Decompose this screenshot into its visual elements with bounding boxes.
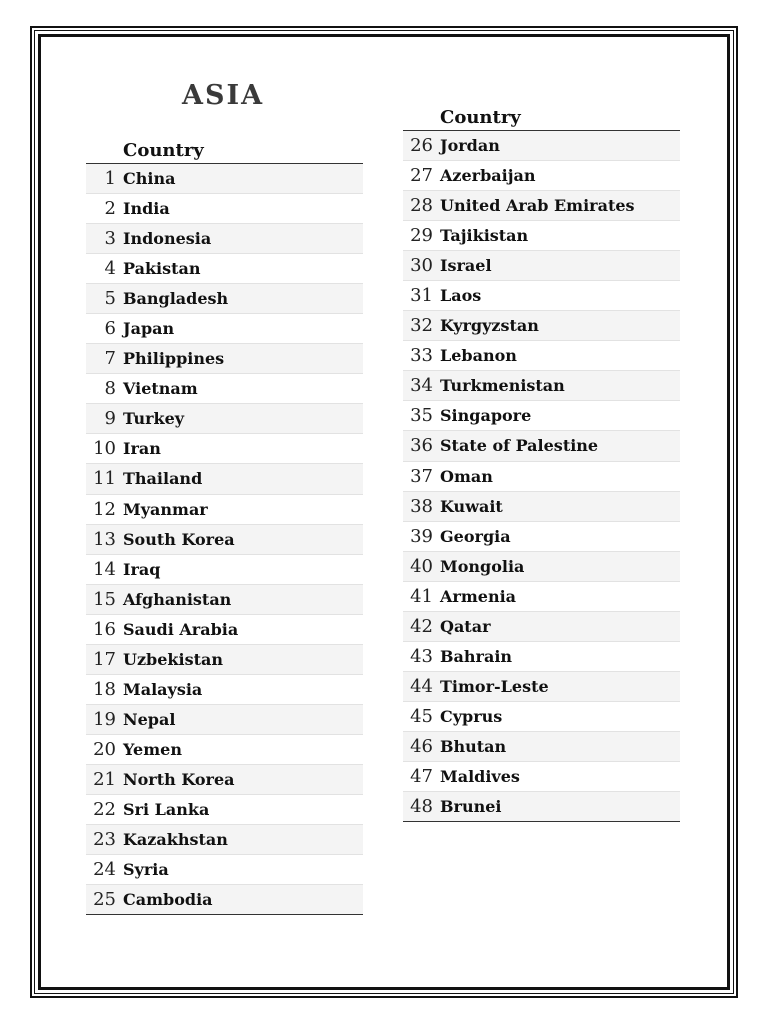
table-row: [403, 401, 680, 431]
row-number: 48: [410, 796, 433, 818]
row-number: 35: [410, 405, 433, 427]
country-name: Philippines: [123, 349, 225, 369]
table-row: [403, 462, 680, 492]
row-number: 18: [93, 678, 116, 700]
country-name: United Arab Emirates: [440, 196, 635, 216]
country-name: Mongolia: [440, 556, 525, 576]
table-row: [86, 344, 363, 374]
table-row: [403, 582, 680, 612]
table-body-right: [403, 131, 680, 822]
row-number: 24: [93, 859, 116, 881]
country-name: Qatar: [440, 616, 491, 636]
country-name: Vietnam: [123, 379, 198, 399]
table-row: [86, 795, 363, 825]
table-row: [86, 645, 363, 675]
row-number: 34: [410, 375, 433, 397]
country-name: Israel: [440, 256, 492, 276]
table-header: [403, 101, 680, 131]
table-row: [403, 492, 680, 522]
country-name: Saudi Arabia: [123, 619, 239, 639]
row-number: 16: [93, 618, 116, 640]
row-number: 27: [410, 165, 433, 187]
country-name: Pakistan: [123, 259, 201, 279]
table-row: [86, 194, 363, 224]
row-number: 13: [93, 528, 116, 550]
row-number: 25: [93, 889, 116, 911]
table-row: [86, 855, 363, 885]
table-row: [86, 314, 363, 344]
country-table-right: [403, 101, 680, 822]
country-name: India: [123, 199, 170, 219]
row-number: 21: [93, 768, 116, 790]
country-name: China: [123, 169, 176, 189]
table-row: [403, 552, 680, 582]
row-number: 28: [410, 195, 433, 217]
table-row: [403, 281, 680, 311]
table-row: [403, 762, 680, 792]
table-row: [86, 374, 363, 404]
table-row: [86, 434, 363, 464]
table-row: [403, 221, 680, 251]
country-name: Indonesia: [123, 229, 212, 249]
country-name: Cyprus: [440, 706, 503, 726]
table-row: [86, 525, 363, 555]
row-number: 39: [410, 525, 433, 547]
table-row: [86, 284, 363, 314]
row-number: 41: [410, 585, 433, 607]
table-row: [403, 702, 680, 732]
table-row: [86, 164, 363, 194]
row-number: 40: [410, 555, 433, 577]
country-name: North Korea: [123, 769, 235, 789]
row-number: 26: [410, 135, 433, 157]
row-number: 29: [410, 225, 433, 247]
row-number: 14: [93, 558, 116, 580]
table-row: [403, 341, 680, 371]
table-row: [86, 404, 363, 434]
row-number: 15: [93, 588, 116, 610]
row-number: 30: [410, 255, 433, 277]
country-name: Bhutan: [440, 736, 507, 756]
table-row: [403, 371, 680, 401]
row-number: 7: [104, 348, 116, 370]
country-name: Azerbaijan: [440, 166, 536, 186]
table-row: [86, 885, 363, 915]
table-row: [403, 131, 680, 161]
country-name: Uzbekistan: [123, 649, 223, 669]
country-name: Lebanon: [440, 346, 517, 366]
row-number: 45: [410, 705, 433, 727]
country-name: Yemen: [123, 739, 182, 759]
row-number: 20: [93, 738, 116, 760]
table-row: [403, 161, 680, 191]
row-number: 47: [410, 766, 433, 787]
country-name: Myanmar: [123, 499, 208, 519]
row-number: 36: [410, 435, 433, 457]
country-name: Bahrain: [440, 646, 513, 666]
row-number: 46: [410, 735, 433, 757]
country-name: Iran: [123, 439, 161, 459]
row-number: 8: [104, 378, 116, 400]
table-row: [403, 732, 680, 762]
country-name: Nepal: [123, 709, 176, 729]
country-name: Timor-Leste: [440, 676, 549, 696]
row-number: 5: [104, 288, 116, 310]
country-name: Armenia: [440, 586, 517, 606]
row-number: 44: [410, 675, 433, 697]
country-name: Oman: [440, 466, 493, 486]
country-table-left: [86, 134, 363, 915]
country-name: Tajikistan: [440, 226, 529, 246]
table-row: [403, 642, 680, 672]
table-body-left: [86, 164, 363, 915]
country-name: Turkey: [123, 409, 185, 429]
table-row: [403, 522, 680, 552]
country-name: Singapore: [440, 406, 532, 426]
country-name: Bangladesh: [123, 289, 229, 309]
table-row: [86, 825, 363, 855]
country-name: Syria: [123, 860, 169, 880]
country-name: Laos: [440, 286, 482, 306]
row-number: 2: [104, 198, 116, 220]
table-row: [86, 765, 363, 795]
row-number: 9: [104, 408, 116, 430]
country-name: State of Palestine: [440, 436, 599, 456]
table-row: [86, 224, 363, 254]
table-row: [86, 495, 363, 525]
table-row: [86, 675, 363, 705]
row-number: 10: [93, 438, 116, 460]
country-name: Cambodia: [123, 890, 213, 910]
table-row: [86, 735, 363, 765]
country-name: South Korea: [123, 529, 235, 549]
country-name: Turkmenistan: [440, 376, 565, 396]
row-number: 43: [410, 645, 433, 667]
country-name: Sri Lanka: [123, 800, 210, 819]
table-row: [86, 254, 363, 284]
row-number: 4: [104, 258, 116, 280]
country-name: Iraq: [123, 559, 161, 579]
table-row: [403, 431, 680, 461]
country-name: Georgia: [440, 526, 511, 546]
row-number: 32: [410, 315, 433, 337]
country-name: Thailand: [123, 469, 203, 489]
country-name: Japan: [123, 319, 175, 339]
row-number: 31: [410, 285, 433, 307]
country-name: Maldives: [440, 767, 520, 786]
table-header: [86, 134, 363, 164]
column-header-country: Country: [123, 140, 204, 161]
column-header-country: Country: [440, 107, 521, 128]
row-number: 3: [104, 228, 116, 250]
table-row: [403, 792, 680, 822]
country-name: Kazakhstan: [123, 830, 228, 850]
row-number: 33: [410, 345, 433, 367]
table-row: [403, 251, 680, 281]
row-number: 1: [104, 168, 116, 190]
country-name: Kuwait: [440, 496, 503, 516]
country-name: Jordan: [440, 136, 500, 156]
table-row: [86, 555, 363, 585]
row-number: 12: [93, 498, 116, 520]
country-name: Kyrgyzstan: [440, 316, 539, 336]
table-row: [86, 615, 363, 645]
row-number: 42: [410, 615, 433, 637]
table-row: [86, 705, 363, 735]
row-number: 23: [93, 829, 116, 851]
country-name: Afghanistan: [123, 589, 232, 609]
table-row: [86, 585, 363, 615]
row-number: 17: [93, 648, 116, 670]
row-number: 22: [93, 799, 116, 820]
row-number: 11: [93, 468, 116, 490]
row-number: 37: [410, 465, 433, 487]
table-row: [403, 191, 680, 221]
table-row: [403, 311, 680, 341]
page-title: ASIA: [182, 80, 265, 111]
table-row: [403, 612, 680, 642]
row-number: 6: [104, 318, 116, 340]
country-name: Brunei: [440, 797, 502, 817]
row-number: 19: [93, 708, 116, 730]
country-name: Malaysia: [123, 679, 203, 699]
row-number: 38: [410, 495, 433, 517]
table-row: [86, 464, 363, 494]
table-row: [403, 672, 680, 702]
